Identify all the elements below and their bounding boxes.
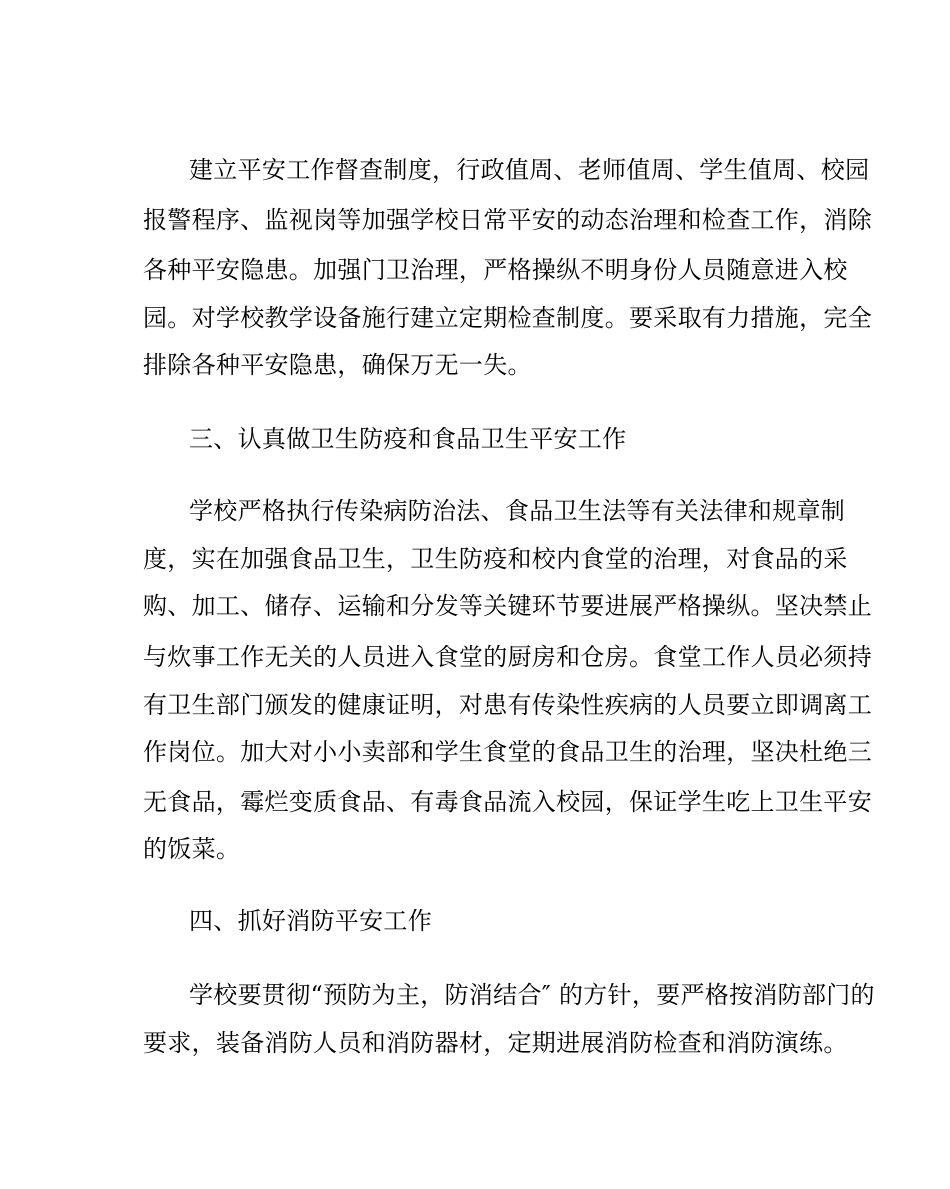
paragraph-2-line-5: 有卫生部门颁发的健康证明，对患有传染性疾病的人员要立即调离工 — [143, 691, 872, 719]
section-heading-3: 三、认真做卫生防疫和食品卫生平安工作 — [189, 425, 627, 453]
paragraph-1-line-4: 园。对学校教学设备施行建立定期检查制度。要采取有力措施，完全 — [143, 304, 872, 332]
paragraph-1-line-3: 各种平安隐患。加强门卫治理，严格操纵不明身份人员随意进入校 — [143, 256, 848, 284]
paragraph-2-line-2: 度，实在加强食品卫生，卫生防疫和校内食堂的治理，对食品的采 — [143, 545, 848, 573]
paragraph-2-line-1: 学校严格执行传染病防治法、食品卫生法等有关法律和规章制 — [189, 497, 846, 525]
paragraph-1-line-2: 报警程序、监视岗等加强学校日常平安的动态治理和检查工作，消除 — [143, 206, 872, 234]
paragraph-3-line-2: 要求，装备消防人员和消防器材，定期进展消防检查和消防演练。 — [143, 1029, 848, 1057]
paragraph-2-line-6: 作岗位。加大对小小卖部和学生食堂的食品卫生的治理，坚决杜绝三 — [143, 738, 872, 766]
section-heading-4: 四、抓好消防平安工作 — [189, 907, 432, 935]
paragraph-2-line-8: 的饭菜。 — [143, 835, 241, 863]
paragraph-2-line-4: 与炊事工作无关的人员进入食堂的厨房和仓房。食堂工作人员必须持 — [143, 643, 872, 671]
paragraph-2-line-3: 购、加工、储存、运输和分发等关键环节要进展严格操纵。坚决禁止 — [143, 592, 872, 620]
paragraph-1-line-1: 建立平安工作督查制度，行政值周、老师值周、学生值周、校园 — [189, 156, 870, 184]
paragraph-3-line-1: 学校要贯彻“预防为主，防消结合″ 的方针，要严格按消防部门的 — [189, 981, 875, 1009]
paragraph-2-line-7: 无食品，霉烂变质食品、有毒食品流入校园，保证学生吃上卫生平安 — [143, 788, 872, 816]
paragraph-1-line-5: 排除各种平安隐患，确保万无一失。 — [143, 351, 532, 379]
